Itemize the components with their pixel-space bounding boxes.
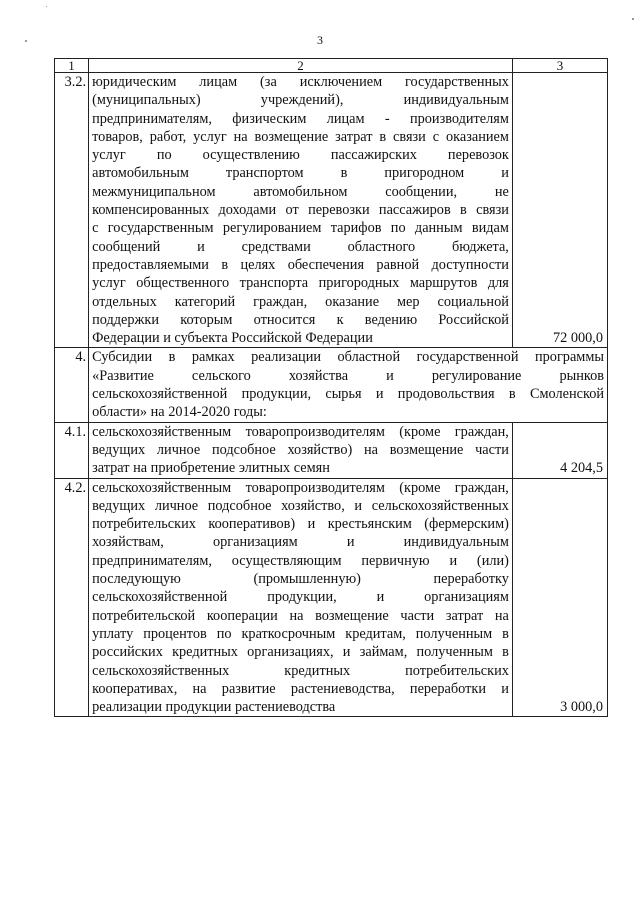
description-line: «Развитие сельского хозяйства и регулирование рынков: [92, 367, 604, 384]
table-header-row: [55, 59, 608, 73]
row-description: [89, 73, 513, 348]
description-line: товаров, работ, услуг на возмещение затрат в связи с оказанием: [92, 128, 509, 145]
description-line: предпринимателям, осуществляющим первичную и (или): [92, 552, 509, 569]
description-line: юридическим лицам (за исключением государственных: [92, 74, 509, 90]
description-line: Федерации и субъекта Российской Федерации: [92, 330, 373, 347]
row-description: [89, 478, 513, 717]
description-line: Субсидии в рамках реализации областной государственной программы: [92, 349, 604, 366]
description-line: межмуниципальном автомобильном сообщении, не: [92, 183, 509, 200]
page-number: 3: [317, 33, 323, 47]
description-line: услуг по осуществлению пассажирских перевозок: [92, 147, 509, 164]
description-line: российских кредитных организациях, и займам, полученным в: [92, 644, 509, 661]
column-header-3: 3: [512, 59, 607, 73]
description-line: уплату процентов по краткосрочным кредитам, полученным в: [92, 625, 509, 642]
description-line: компенсированных доходами от перевозки пассажиров в связи: [92, 202, 509, 219]
description-line: (муниципальных) учреждений), индивидуальным: [92, 92, 509, 109]
row-description: [89, 348, 608, 422]
table-row: [55, 478, 608, 717]
description-line: поддержки которым относится к ведению Российской: [92, 311, 509, 328]
row-amount: 4 204,5: [512, 422, 607, 478]
description-line: последующую (промышленную) переработку: [92, 571, 509, 588]
description-line: автомобильным транспортом в пригородном и: [92, 165, 509, 182]
budget-table: [54, 58, 608, 717]
row-amount: 72 000,0: [512, 73, 607, 348]
description-line: отдельных категорий граждан, оказание мер социальной: [92, 293, 509, 310]
description-line: потребительских кооперативов) и крестьянским (фермерским): [92, 516, 509, 533]
row-amount: 3 000,0: [512, 478, 607, 717]
row-number: 4.2.: [55, 478, 89, 717]
description-line: сельскохозяйственной продукции, сырья и продовольствия в Смоленской: [92, 386, 604, 403]
scan-speck: [46, 6, 47, 7]
table-row: [55, 348, 608, 422]
description-line: области» на 2014-2020 годы:: [92, 404, 267, 421]
column-header-2: 2: [89, 59, 513, 73]
description-line: сельскохозяйственным товаропроизводителям (кроме граждан,: [92, 423, 509, 440]
row-description: [89, 422, 513, 478]
description-line: кооперативах, на развитие растениеводства, переработки и: [92, 680, 509, 697]
description-line: услуг общественного транспорта пригородных маршрутов для: [92, 275, 509, 292]
table-row: [55, 73, 608, 348]
description-line: затрат на приобретение элитных семян: [92, 460, 330, 477]
description-line: с государственным регулированием тарифов по данным видам: [92, 220, 509, 237]
description-line: сообщений и средствами областного бюджета,: [92, 238, 509, 255]
description-line: ведущих личное подсобное хозяйство, и сельскохозяйственных: [92, 497, 509, 514]
description-line: ведущих личное подсобное хозяйство) на возмещение части: [92, 441, 509, 458]
description-line: предоставляемыми в целях обеспечения равной доступности: [92, 256, 509, 273]
description-line: потребительской кооперации на возмещение части затрат на: [92, 607, 509, 624]
scan-speck: [632, 18, 634, 20]
description-line: реализации продукции растениеводства: [92, 699, 336, 716]
row-number: 4.1.: [55, 422, 89, 478]
description-line: сельскохозяйственной продукции, и организациям: [92, 589, 509, 606]
description-line: предпринимателям, физическим лицам - производителям: [92, 110, 509, 127]
description-line: хозяйствам, организациям и индивидуальным: [92, 534, 509, 551]
table-row: [55, 422, 608, 478]
scan-speck: [25, 40, 27, 42]
description-line: сельскохозяйственных кредитных потребительских: [92, 662, 509, 679]
description-line: сельскохозяйственным товаропроизводителям (кроме граждан,: [92, 479, 509, 496]
row-number: 4.: [55, 348, 89, 422]
row-number: 3.2.: [55, 73, 89, 348]
column-header-1: 1: [55, 59, 89, 73]
